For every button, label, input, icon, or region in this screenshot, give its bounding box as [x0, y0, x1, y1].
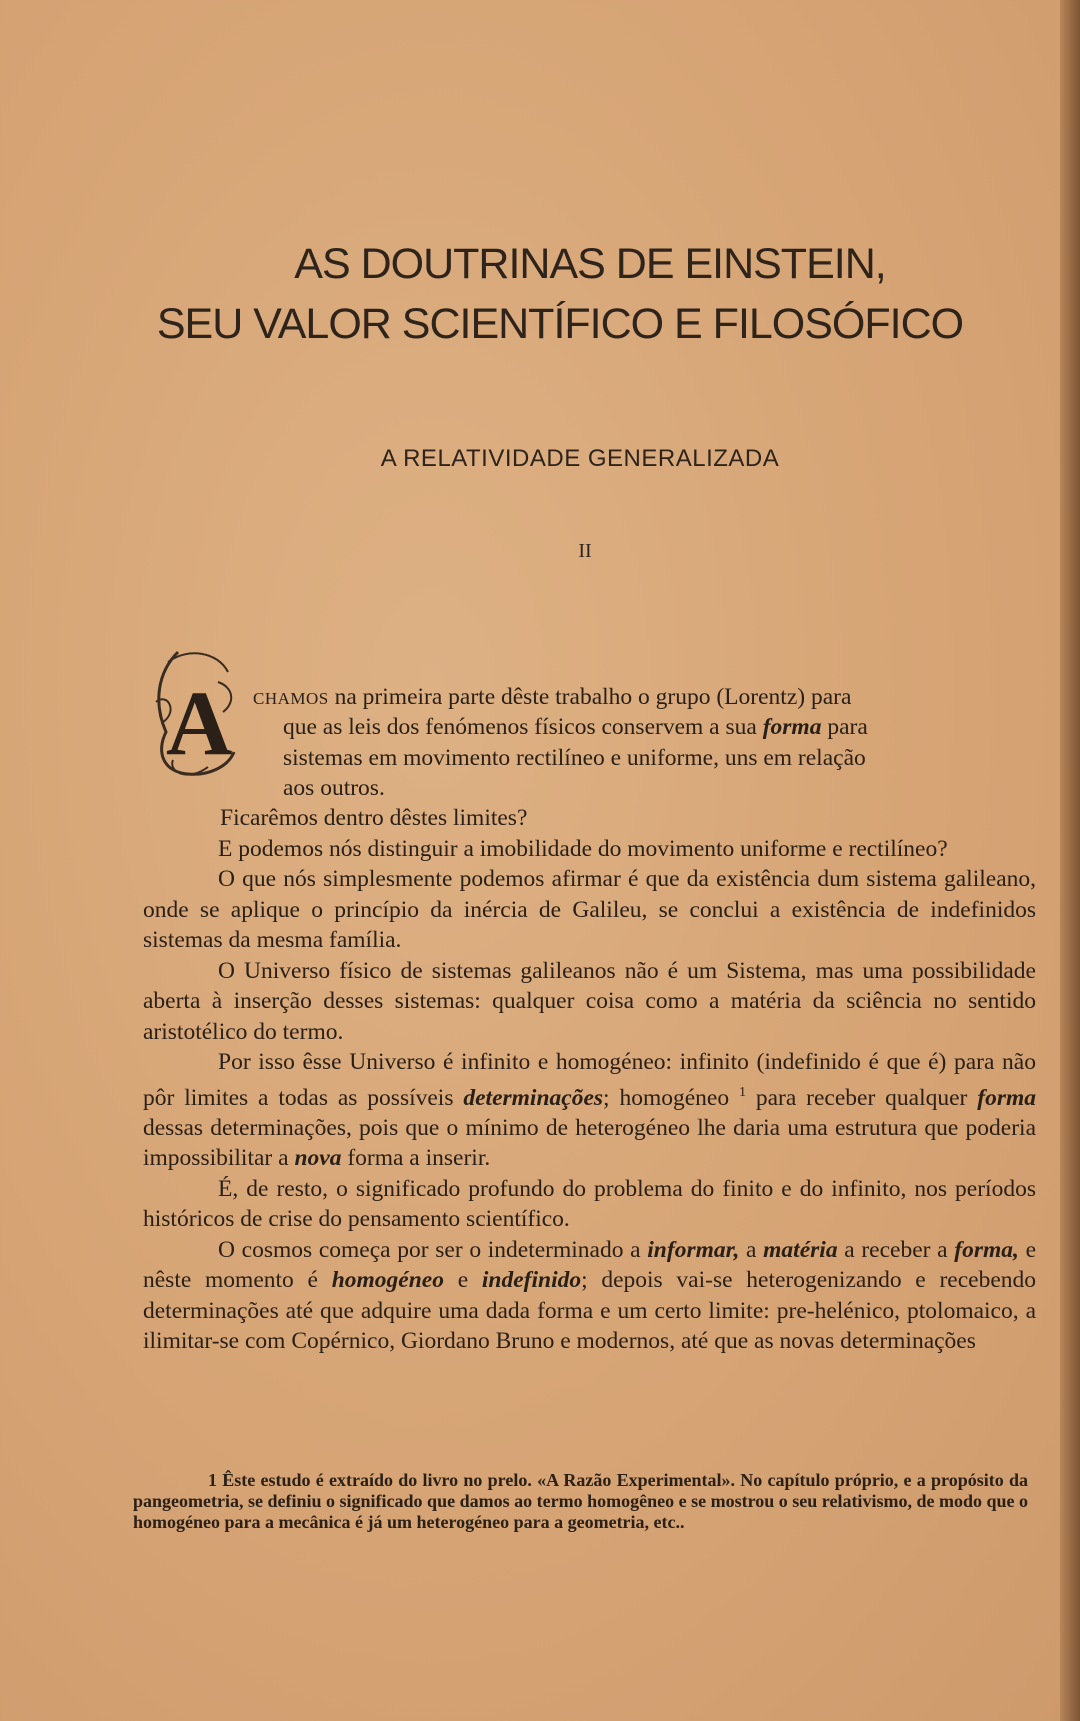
section-number: II	[578, 540, 592, 562]
paragraph: Por isso êsse Universo é infinito e homogéneo: infinito (indefinido é que é) para não pôr limites a todas as possíveis determinações; homogéneo $^1$ para receber qualquer forma dessas determinações, pois que o mínimo de heterogéneo lhe daria uma estrutura que poderia impossibilitar a nova forma a inserir.	[143, 1049, 1037, 1172]
title-line-2: SEU VALOR SCIENTÍFICO E FILOSÓFICO	[156, 300, 964, 348]
paragraph: E podemos nós distinguir a imobilidade do movimento uniforme e rectilíneo?	[218, 835, 948, 862]
first-para-line-2-end: para	[821, 714, 868, 740]
footnote-text: 1 Êste estudo é extraído do livro no prelo. «A Razão Experimental». No capítulo próprio, e a propósito da pangeometria, se definiu o significado que damos ao termo homogêneo e se mostrou o seu relativismo, de modo que o homogéneo para a mecânica é já um heterogéneo para a geometria, etc..	[133, 1470, 1028, 1532]
paragraph: O Universo físico de sistemas galileanos não é um Sistema, mas uma possibilidade aberta à inserção desses sistemas: qualquer coisa como a matéria da sciência no sentido aristotélico do termo.	[143, 957, 1036, 1045]
paragraph: Ficarêmos dentro dêstes limites?	[220, 805, 528, 831]
emphasis-forma: forma	[762, 714, 822, 740]
drop-cap-letter: A	[166, 672, 233, 774]
paragraph: O cosmos começa por ser o indeterminado a informar, a matéria a receber a forma, e nêste momento é homogéneo e indefinido; depois vai-se heterogenizando e recebendo determinações até que adquire uma dada forma e um certo limite: pre-helénico, ptolomaico, a ilimitar-se com Copérnico, Giordano Bruno e modernos, até que as novas determinações	[143, 1236, 1037, 1355]
footnote	[133, 1470, 1028, 1533]
lead-caps: CHAMOS	[253, 689, 329, 708]
section-title: A RELATIVIDADE GENERALIZADA	[380, 445, 780, 472]
first-para-line-3: sistemas em movimento rectilíneo e uniforme, uns em relação	[283, 744, 866, 771]
body-text	[143, 803, 1036, 1357]
first-para-line-2: que as leis dos fenómenos físicos conservem a sua	[283, 714, 763, 740]
title-line-1: AS DOUTRINAS DE EINSTEIN,	[294, 240, 886, 288]
first-paragraph	[253, 682, 1036, 715]
paragraph: É, de resto, o significado profundo do problema do finito e do infinito, nos períodos históricos de crise do pensamento scientífico.	[143, 1175, 1036, 1233]
first-paragraph-rest	[283, 712, 1036, 804]
first-para-line-1: na primeira parte dêste trabalho o grupo (Lorentz) para	[328, 684, 852, 710]
first-para-line-4: aos outros.	[283, 775, 385, 801]
ornamental-initial-icon	[148, 642, 240, 784]
paragraph: O que nós simplesmente podemos afirmar é que da existência dum sistema galileano, onde se aplique o princípio da inércia de Galileu, se conclui a existência de indefinidos sistemas da mesma família.	[143, 866, 1036, 953]
